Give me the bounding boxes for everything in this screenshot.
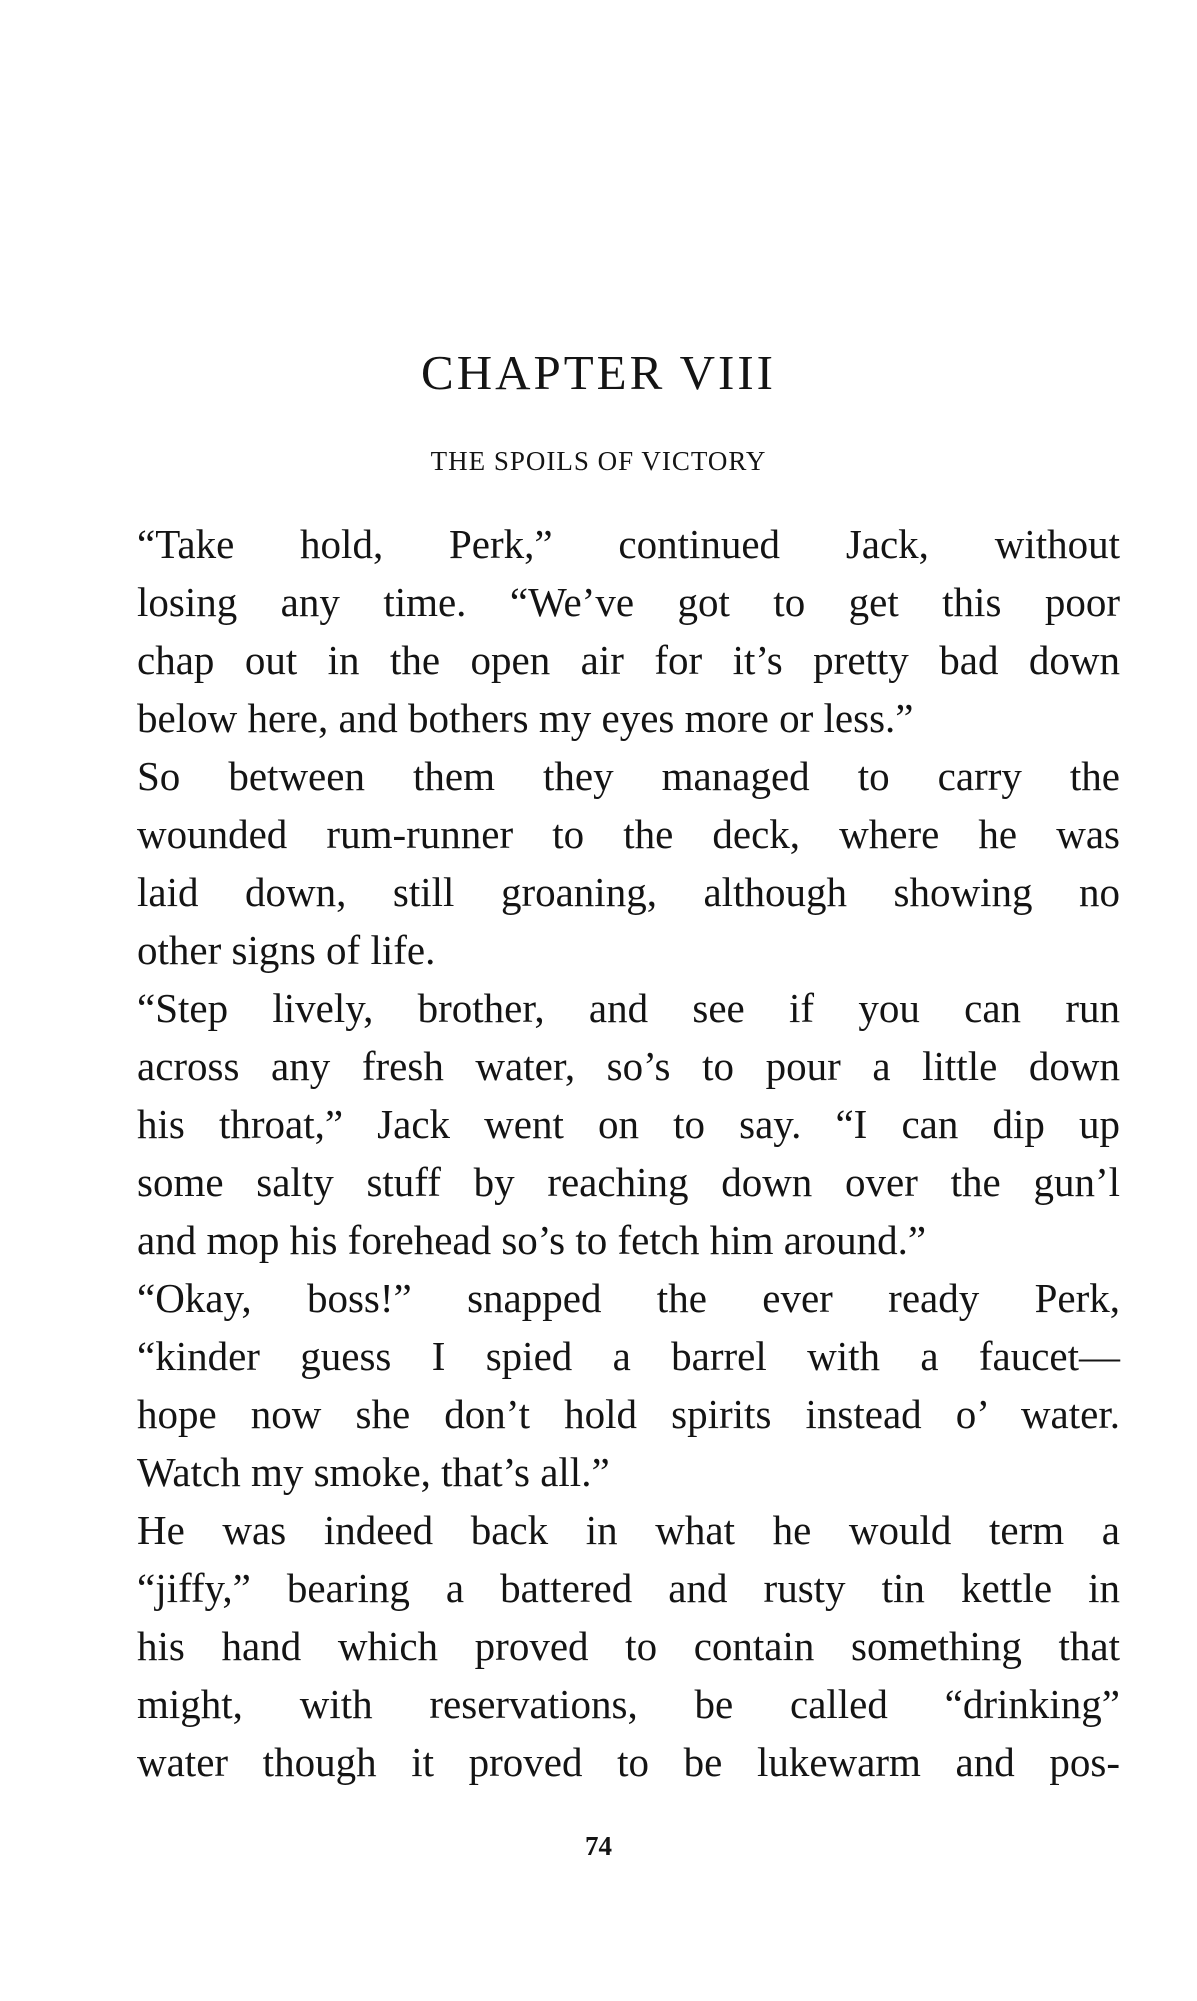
text-line: across any fresh water, so’s to pour a little down <box>137 1043 1120 1089</box>
text-line: and mop his forehead so’s to fetch him around.” <box>137 1217 927 1263</box>
text-line: laid down, still groaning, although showing no <box>137 869 1120 915</box>
paragraph <box>93 747 1120 979</box>
text-line: “Take hold, Perk,” continued Jack, without <box>137 521 1120 567</box>
text-line: other signs of life. <box>137 927 436 973</box>
text-line: below here, and bothers my eyes more or less.” <box>137 695 914 741</box>
chapter-subtitle: THE SPOILS OF VICTORY <box>430 446 767 476</box>
text-line: “jiffy,” bearing a battered and rusty tin kettle in <box>137 1565 1120 1611</box>
text-line: So between them they managed to carry the <box>137 753 1120 799</box>
text-line: might, with reservations, be called “drinking” <box>137 1681 1120 1727</box>
text-line: “Okay, boss!” snapped the ever ready Perk, <box>137 1275 1120 1321</box>
text-line: Watch my smoke, that’s all.” <box>137 1449 610 1495</box>
paragraph <box>93 1501 1120 1791</box>
text-line: some salty stuff by reaching down over the gun’l <box>137 1159 1120 1205</box>
paragraph <box>93 1269 1120 1501</box>
paragraph <box>93 979 1120 1269</box>
paragraph <box>93 515 1120 747</box>
text-line: chap out in the open air for it’s pretty bad down <box>137 637 1120 683</box>
text-line: water though it proved to be lukewarm and pos- <box>137 1739 1120 1785</box>
text-line: hope now she don’t hold spirits instead o’ water. <box>137 1391 1120 1437</box>
text-line: He was indeed back in what he would term a <box>137 1507 1120 1553</box>
text-line: his hand which proved to contain something that <box>137 1623 1120 1669</box>
text-line: wounded rum-runner to the deck, where he was <box>137 811 1120 857</box>
text-line: “kinder guess I spied a barrel with a faucet— <box>137 1333 1120 1379</box>
page-number: 74 <box>585 1831 612 1861</box>
chapter-title: CHAPTER VIII <box>421 345 776 400</box>
text-line: losing any time. “We’ve got to get this poor <box>137 579 1120 625</box>
text-line: “Step lively, brother, and see if you can run <box>137 985 1120 1031</box>
body-text <box>93 515 1120 1791</box>
text-line: his throat,” Jack went on to say. “I can dip up <box>137 1101 1120 1147</box>
